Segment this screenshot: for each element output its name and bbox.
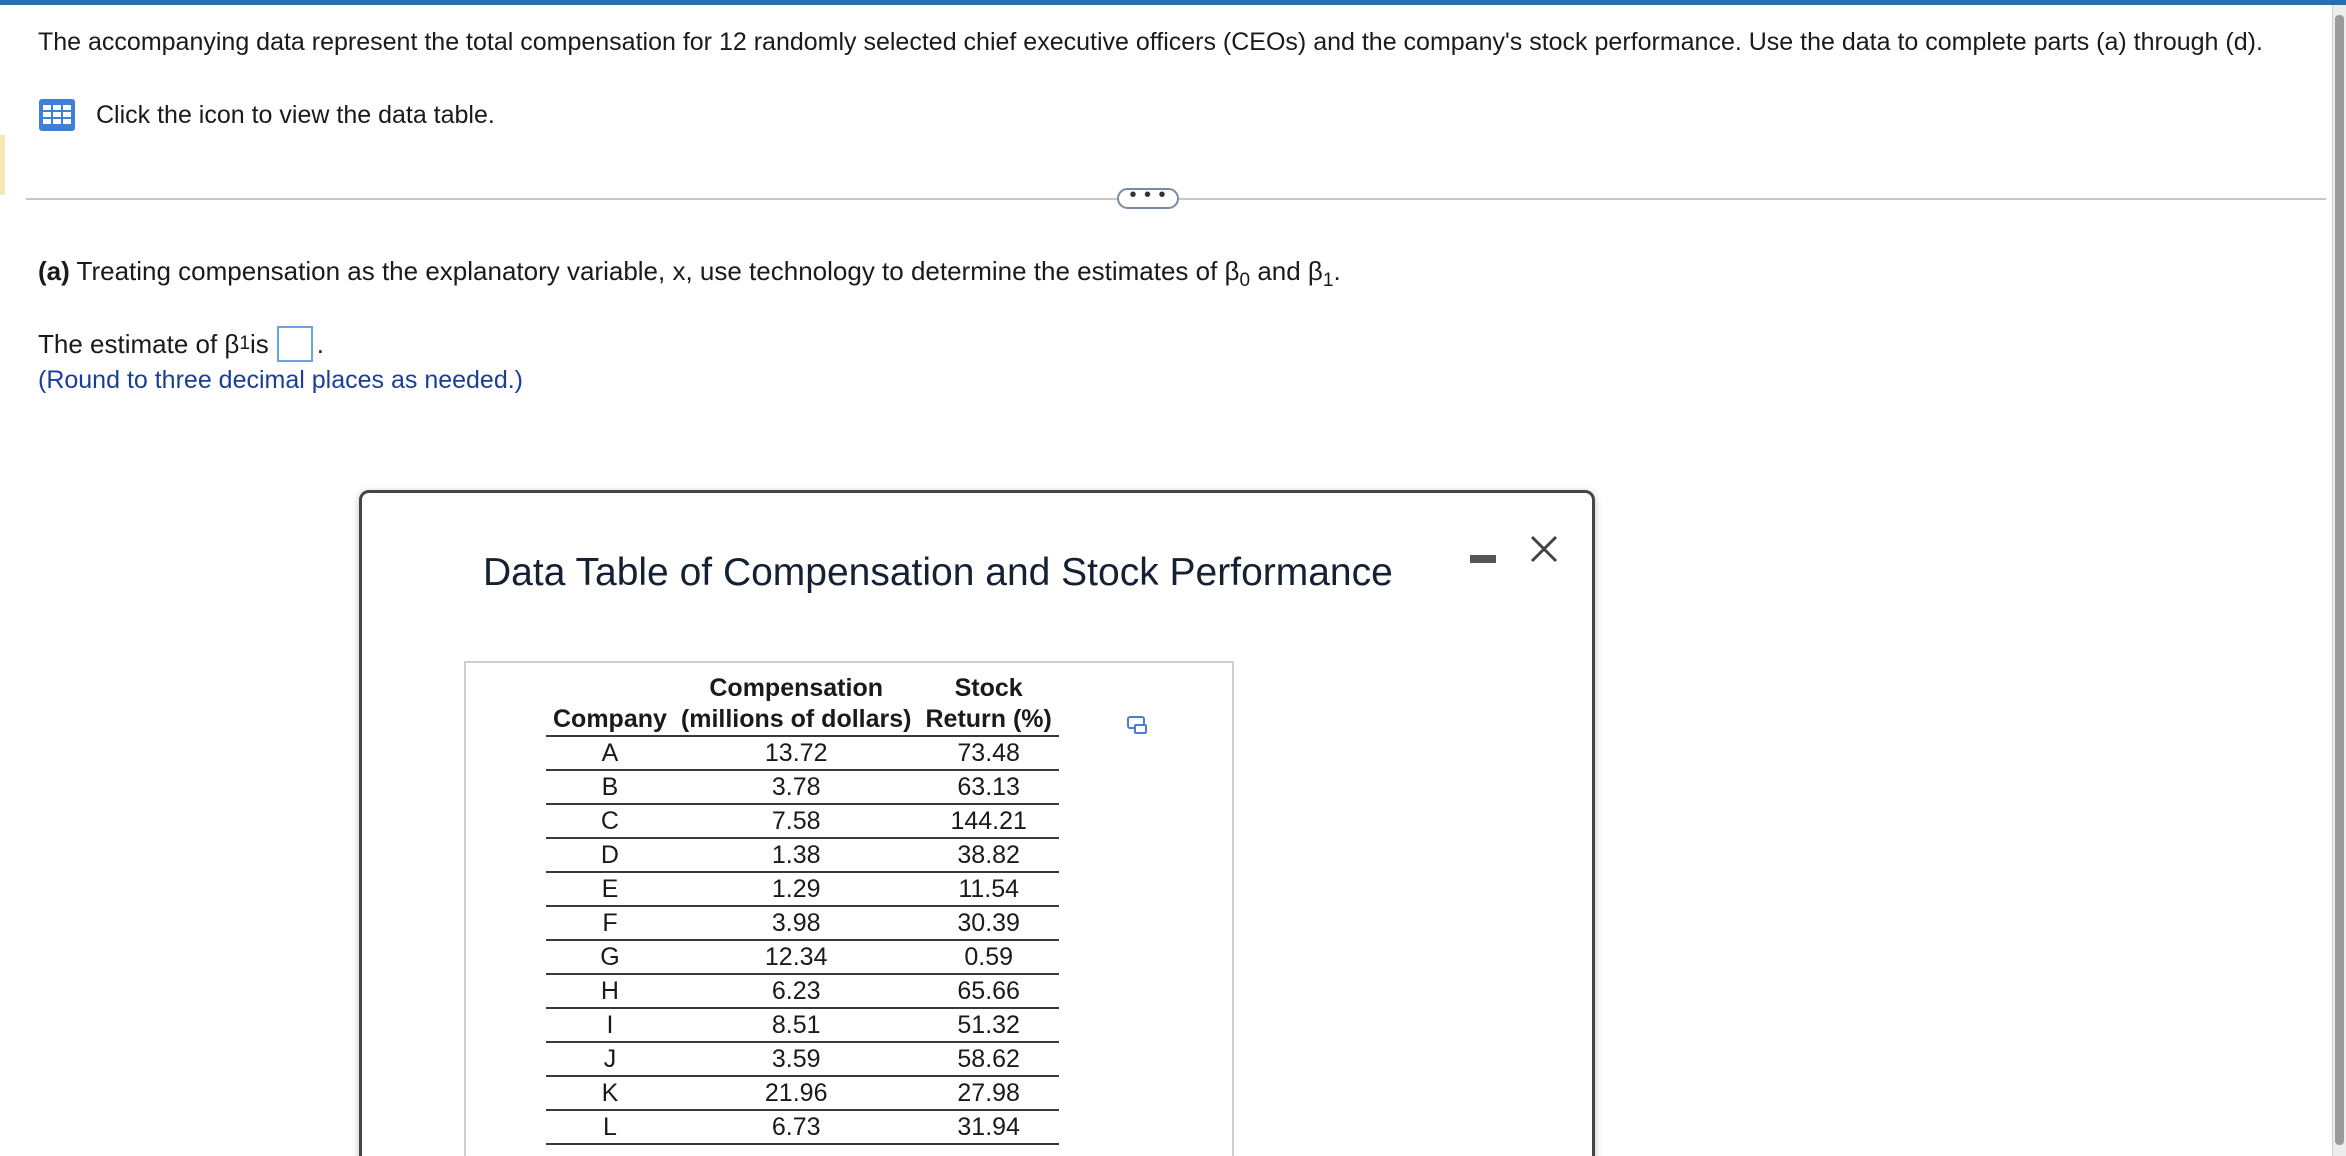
page-scrollbar[interactable] [2332,5,2346,1156]
cell-company: J [546,1042,674,1076]
data-table-icon[interactable] [38,98,76,132]
cell-stock-return: 31.94 [918,1110,1058,1144]
header-stock-line2: Return (%) [918,704,1058,736]
cell-company: E [546,872,674,906]
cell-company: B [546,770,674,804]
top-accent-bar [0,0,2346,5]
cell-company: D [546,838,674,872]
cell-compensation: 6.73 [674,1110,919,1144]
table-row [546,1042,1059,1076]
cell-stock-return: 51.32 [918,1008,1058,1042]
minimize-icon[interactable] [1467,545,1499,567]
table-row [546,838,1059,872]
estimate-suffix: . [316,328,324,359]
copy-icon[interactable] [1126,713,1150,737]
cell-company: C [546,804,674,838]
estimate-subscript: 1 [239,333,250,354]
table-row [546,872,1059,906]
part-a-label: (a) [38,256,70,286]
table-row [546,974,1059,1008]
view-data-table-link[interactable] [38,98,495,132]
scrollbar-thumb[interactable] [2335,15,2344,1145]
cell-compensation: 7.58 [674,804,919,838]
table-body [546,736,1059,1144]
part-a-question [38,256,1341,292]
cell-compensation: 3.98 [674,906,919,940]
cell-stock-return: 144.21 [918,804,1058,838]
left-accent-strip [0,135,5,195]
table-row [546,906,1059,940]
cell-company: K [546,1076,674,1110]
compensation-stock-table [546,673,1059,1145]
cell-company: L [546,1110,674,1144]
cell-stock-return: 30.39 [918,906,1058,940]
cell-stock-return: 38.82 [918,838,1058,872]
cell-compensation: 1.38 [674,838,919,872]
cell-stock-return: 63.13 [918,770,1058,804]
dialog-title: Data Table of Compensation and Stock Performance [483,551,1393,594]
data-table-dialog [359,490,1595,1156]
cell-compensation: 6.23 [674,974,919,1008]
cell-compensation: 3.59 [674,1042,919,1076]
beta-0-subscript: 0 [1239,270,1251,291]
header-compensation-line1: Compensation [709,674,883,702]
estimate-beta1-line [38,326,324,362]
header-compensation-line2: (millions of dollars) [674,704,919,736]
cell-compensation: 1.29 [674,872,919,906]
cell-compensation: 8.51 [674,1008,919,1042]
estimate-prefix: The estimate of β [38,328,240,359]
view-data-table-text: Click the icon to view the data table. [96,100,495,129]
cell-compensation: 3.78 [674,770,919,804]
rounding-instruction: (Round to three decimal places as needed.) [38,366,524,394]
header-stock-line1: Stock [954,674,1023,702]
table-row [546,736,1059,770]
cell-stock-return: 73.48 [918,736,1058,770]
close-icon[interactable] [1524,529,1564,569]
table-row [546,770,1059,804]
table-row [546,804,1059,838]
cell-compensation: 21.96 [674,1076,919,1110]
more-options-button[interactable]: • • • [1117,188,1179,209]
cell-company: I [546,1008,674,1042]
cell-compensation: 12.34 [674,940,919,974]
cell-stock-return: 27.98 [918,1076,1058,1110]
cell-company: H [546,974,674,1008]
part-a-and: and β [1250,256,1323,286]
cell-stock-return: 58.62 [918,1042,1058,1076]
problem-intro: The accompanying data represent the total compensation for 12 randomly selected chief executive officers (CEOs) and the company's stock performance. Use the data to complete parts (a) through (d). [38,28,2263,56]
table-row [546,1008,1059,1042]
table-row [546,1076,1059,1110]
table-row [546,940,1059,974]
header-company: Company [546,704,674,736]
part-a-end: . [1333,256,1341,286]
cell-compensation: 13.72 [674,736,919,770]
cell-company: A [546,736,674,770]
table-row [546,1110,1059,1144]
cell-company: G [546,940,674,974]
cell-stock-return: 11.54 [918,872,1058,906]
beta1-answer-input[interactable] [277,326,313,362]
cell-stock-return: 65.66 [918,974,1058,1008]
estimate-is: is [249,328,269,359]
cell-stock-return: 0.59 [918,940,1058,974]
header-company-spacer [546,673,674,704]
cell-company: F [546,906,674,940]
data-table-panel [464,661,1234,1156]
beta-1-subscript: 1 [1322,270,1334,291]
part-a-text: Treating compensation as the explanatory variable, x, use technology to determine the estimates of β [69,256,1240,286]
